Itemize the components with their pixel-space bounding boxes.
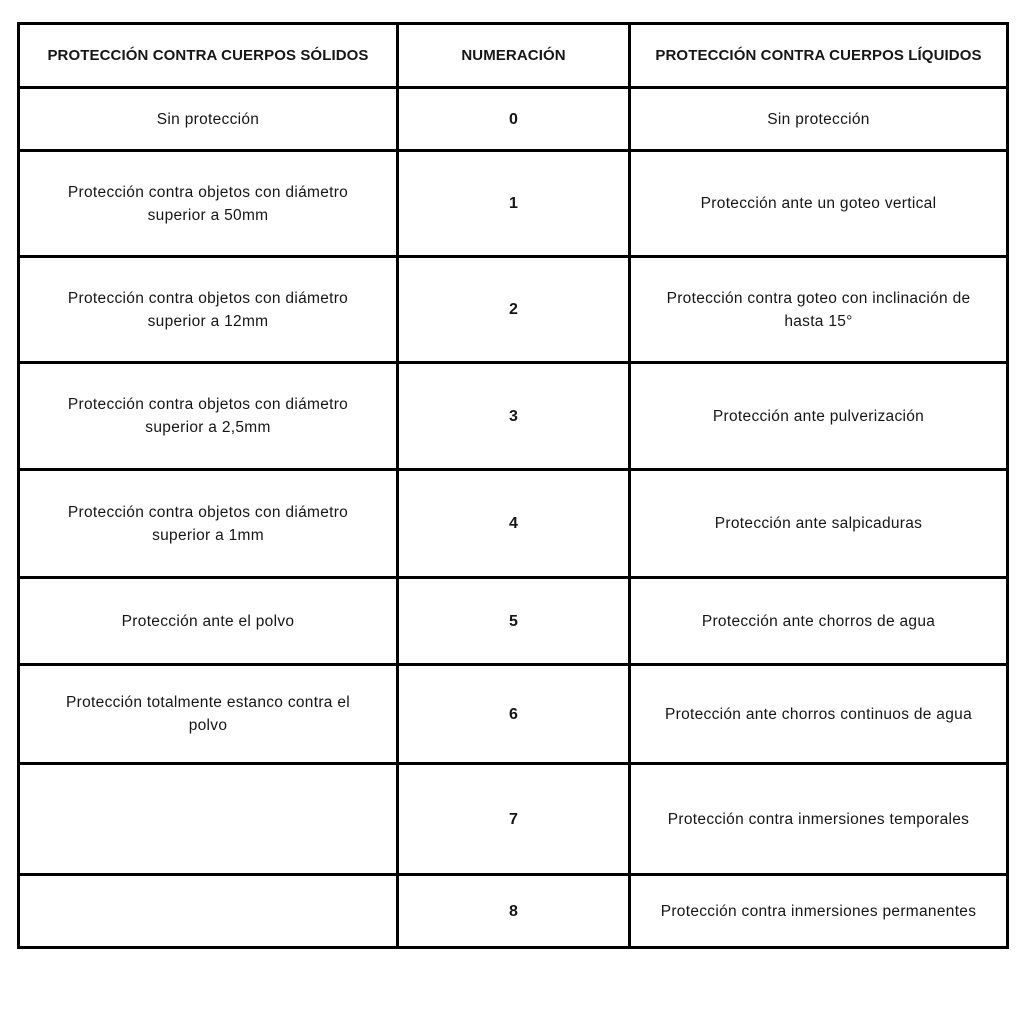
cell-solids: Protección contra objetos con diámetro superior a 12mm xyxy=(19,257,398,363)
ip-protection-table xyxy=(17,22,1009,949)
cell-number: 2 xyxy=(398,257,630,363)
table-row xyxy=(19,151,1008,257)
cell-solids xyxy=(19,875,398,948)
cell-solids: Protección totalmente estanco contra el polvo xyxy=(19,665,398,764)
cell-solids: Protección ante el polvo xyxy=(19,578,398,665)
cell-solids: Sin protección xyxy=(19,88,398,151)
cell-liquids: Protección ante un goteo vertical xyxy=(630,151,1008,257)
cell-number: 0 xyxy=(398,88,630,151)
cell-liquids: Protección contra inmersiones temporales xyxy=(630,764,1008,875)
table-row xyxy=(19,257,1008,363)
table-row xyxy=(19,88,1008,151)
cell-number: 3 xyxy=(398,363,630,470)
cell-number: 8 xyxy=(398,875,630,948)
table-row xyxy=(19,363,1008,470)
cell-solids: Protección contra objetos con diámetro superior a 1mm xyxy=(19,470,398,578)
table-row xyxy=(19,875,1008,948)
header-liquids: PROTECCIÓN CONTRA CUERPOS LÍQUIDOS xyxy=(630,24,1008,88)
cell-number: 6 xyxy=(398,665,630,764)
table-row xyxy=(19,470,1008,578)
header-solids: PROTECCIÓN CONTRA CUERPOS SÓLIDOS xyxy=(19,24,398,88)
header-number: NUMERACIÓN xyxy=(398,24,630,88)
cell-liquids: Sin protección xyxy=(630,88,1008,151)
cell-number: 5 xyxy=(398,578,630,665)
cell-solids: Protección contra objetos con diámetro superior a 2,5mm xyxy=(19,363,398,470)
cell-liquids: Protección ante salpicaduras xyxy=(630,470,1008,578)
cell-liquids: Protección ante chorros de agua xyxy=(630,578,1008,665)
table-row xyxy=(19,764,1008,875)
cell-liquids: Protección contra goteo con inclinación de hasta 15° xyxy=(630,257,1008,363)
cell-liquids: Protección ante pulverización xyxy=(630,363,1008,470)
table-row xyxy=(19,665,1008,764)
table-row xyxy=(19,578,1008,665)
cell-number: 4 xyxy=(398,470,630,578)
cell-number: 1 xyxy=(398,151,630,257)
cell-liquids: Protección ante chorros continuos de agua xyxy=(630,665,1008,764)
cell-solids xyxy=(19,764,398,875)
cell-liquids: Protección contra inmersiones permanentes xyxy=(630,875,1008,948)
cell-solids: Protección contra objetos con diámetro superior a 50mm xyxy=(19,151,398,257)
header-row xyxy=(19,24,1008,88)
cell-number: 7 xyxy=(398,764,630,875)
